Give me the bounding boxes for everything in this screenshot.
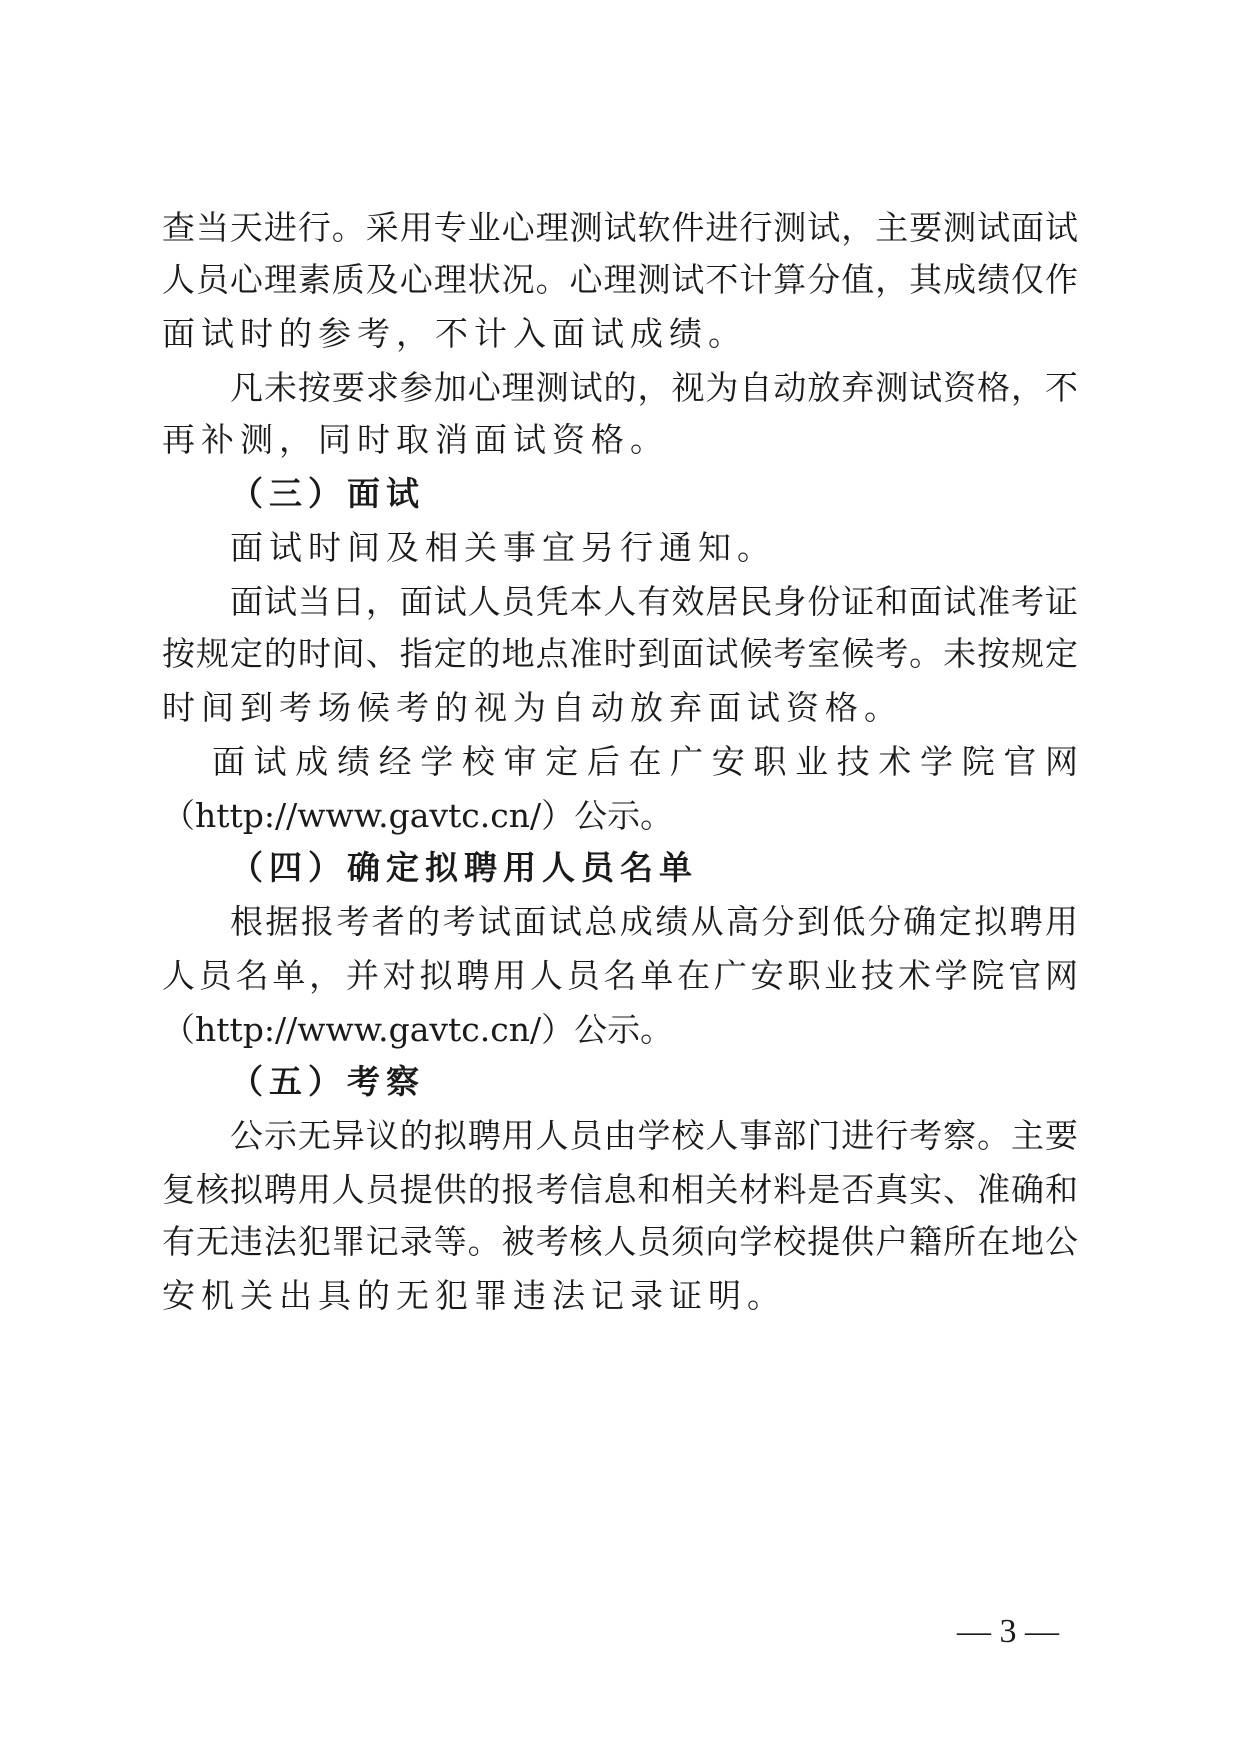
body-line-interview-day-2: 按规定的时间、指定的地点准时到面试候考室候考。未按规定: [162, 634, 1078, 673]
section-heading-interview: （三）面试: [230, 474, 425, 513]
page-number: — 3 —: [957, 1613, 1059, 1650]
body-line-inspection-2: 复核拟聘用人员提供的报考信息和相关材料是否真实、准确和: [162, 1170, 1078, 1209]
body-line-list-url: （http://www.gavtc.cn/）公示。: [162, 1010, 674, 1049]
body-line-inspection-1: 公示无异议的拟聘用人员由学校人事部门进行考察。主要: [230, 1116, 1078, 1155]
section-heading-candidate-list: （四）确定拟聘用人员名单: [230, 848, 698, 887]
body-line-list-1: 根据报考者的考试面试总成绩从高分到低分确定拟聘用: [230, 902, 1078, 941]
body-line-interview-day-1: 面试当日，面试人员凭本人有效居民身份证和面试准考证: [230, 582, 1078, 621]
body-line-results-url: （http://www.gavtc.cn/）公示。: [162, 796, 674, 835]
section-heading-inspection: （五）考察: [230, 1062, 425, 1101]
body-line-psych-test-3: 面试时的参考，不计入面试成绩。: [162, 314, 747, 353]
body-line-results-1: 面试成绩经学校审定后在广安职业技术学院官网: [212, 742, 1078, 781]
body-line-absence-2: 再补测，同时取消面试资格。: [162, 420, 669, 459]
body-line-inspection-3: 有无违法犯罪记录等。被考核人员须向学校提供户籍所在地公: [162, 1222, 1078, 1261]
body-line-interview-day-3: 时间到考场候考的视为自动放弃面试资格。: [162, 688, 903, 727]
body-line-psych-test-1: 查当天进行。采用专业心理测试软件进行测试，主要测试面试: [162, 208, 1078, 247]
body-line-inspection-4: 安机关出具的无犯罪违法记录证明。: [162, 1276, 786, 1315]
body-line-psych-test-2: 人员心理素质及心理状况。心理测试不计算分值，其成绩仅作: [162, 260, 1078, 299]
body-line-interview-notice: 面试时间及相关事宜另行通知。: [230, 528, 776, 567]
body-line-list-2: 人员名单，并对拟聘用人员名单在广安职业技术学院官网: [162, 956, 1078, 995]
body-line-absence-1: 凡未按要求参加心理测试的，视为自动放弃测试资格，不: [230, 368, 1078, 407]
